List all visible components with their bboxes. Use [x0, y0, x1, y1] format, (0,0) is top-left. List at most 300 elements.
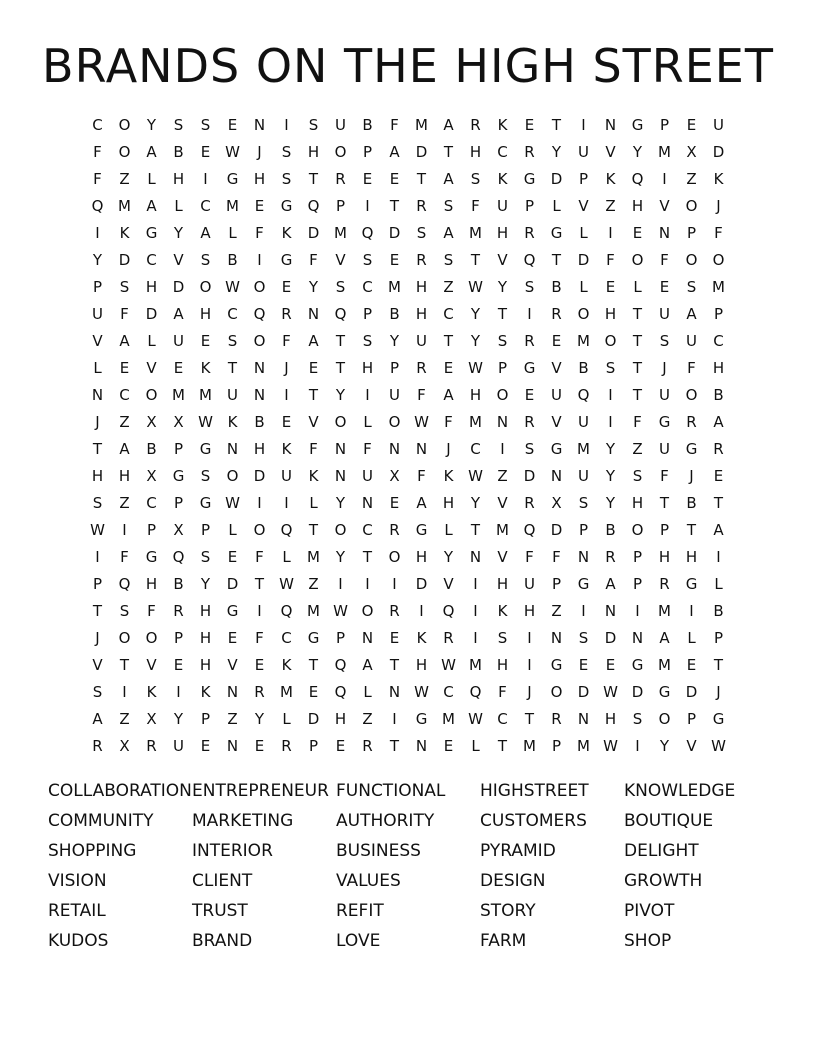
- grid-cell[interactable]: C: [497, 710, 508, 728]
- grid-cell[interactable]: F: [390, 116, 399, 134]
- grid-cell[interactable]: T: [659, 494, 670, 512]
- grid-cell[interactable]: I: [365, 386, 370, 404]
- grid-cell[interactable]: E: [254, 656, 265, 674]
- grid-cell[interactable]: G: [550, 224, 563, 242]
- grid-cell[interactable]: S: [605, 359, 616, 377]
- grid-cell[interactable]: N: [388, 683, 401, 701]
- grid-cell[interactable]: X: [173, 521, 184, 539]
- grid-cell[interactable]: I: [203, 170, 208, 188]
- grid-cell[interactable]: H: [442, 494, 455, 512]
- grid-cell[interactable]: V: [551, 413, 562, 431]
- grid-cell[interactable]: Q: [253, 305, 266, 323]
- grid-cell[interactable]: B: [551, 278, 562, 296]
- grid-cell[interactable]: T: [551, 116, 562, 134]
- grid-cell[interactable]: D: [307, 224, 320, 242]
- letter-grid[interactable]: [84, 112, 732, 760]
- grid-cell[interactable]: H: [469, 386, 482, 404]
- grid-cell[interactable]: P: [173, 440, 184, 458]
- grid-cell[interactable]: C: [362, 521, 373, 539]
- grid-cell[interactable]: H: [469, 143, 482, 161]
- grid-cell[interactable]: W: [225, 278, 240, 296]
- grid-cell[interactable]: Y: [335, 494, 346, 512]
- grid-cell[interactable]: N: [496, 413, 509, 431]
- grid-cell[interactable]: A: [443, 224, 454, 242]
- grid-cell[interactable]: N: [334, 467, 347, 485]
- grid-cell[interactable]: G: [658, 413, 671, 431]
- grid-cell[interactable]: M: [307, 548, 320, 566]
- grid-cell[interactable]: S: [416, 224, 427, 242]
- grid-cell[interactable]: P: [497, 359, 508, 377]
- grid-cell[interactable]: P: [362, 305, 373, 323]
- grid-cell[interactable]: F: [606, 251, 615, 269]
- grid-cell[interactable]: U: [659, 440, 670, 458]
- grid-cell[interactable]: W: [711, 737, 726, 755]
- grid-cell[interactable]: N: [307, 305, 320, 323]
- grid-cell[interactable]: M: [226, 197, 239, 215]
- grid-cell[interactable]: F: [363, 440, 372, 458]
- grid-cell[interactable]: H: [415, 278, 428, 296]
- grid-cell[interactable]: E: [686, 656, 697, 674]
- grid-cell[interactable]: E: [335, 737, 346, 755]
- grid-cell[interactable]: M: [577, 440, 590, 458]
- grid-cell[interactable]: F: [255, 629, 264, 647]
- grid-cell[interactable]: E: [281, 278, 292, 296]
- grid-cell[interactable]: W: [603, 683, 618, 701]
- grid-cell[interactable]: O: [118, 116, 131, 134]
- grid-cell[interactable]: C: [281, 629, 292, 647]
- grid-cell[interactable]: O: [388, 413, 401, 431]
- grid-cell[interactable]: B: [362, 116, 373, 134]
- grid-cell[interactable]: S: [470, 170, 481, 188]
- grid-cell[interactable]: E: [551, 332, 562, 350]
- grid-cell[interactable]: O: [631, 521, 644, 539]
- grid-cell[interactable]: A: [605, 575, 616, 593]
- grid-cell[interactable]: V: [227, 656, 238, 674]
- grid-cell[interactable]: T: [497, 737, 508, 755]
- grid-cell[interactable]: E: [605, 278, 616, 296]
- grid-cell[interactable]: D: [415, 143, 428, 161]
- grid-cell[interactable]: Z: [119, 494, 130, 512]
- grid-cell[interactable]: B: [227, 251, 238, 269]
- grid-cell[interactable]: L: [363, 413, 372, 431]
- grid-cell[interactable]: R: [92, 737, 103, 755]
- grid-cell[interactable]: W: [225, 494, 240, 512]
- grid-cell[interactable]: Q: [577, 386, 590, 404]
- grid-cell[interactable]: Q: [118, 575, 131, 593]
- grid-cell[interactable]: S: [119, 602, 130, 620]
- grid-cell[interactable]: T: [335, 332, 346, 350]
- grid-cell[interactable]: N: [91, 386, 104, 404]
- grid-cell[interactable]: R: [416, 197, 427, 215]
- grid-cell[interactable]: W: [468, 710, 483, 728]
- grid-cell[interactable]: O: [550, 683, 563, 701]
- grid-cell[interactable]: P: [92, 278, 103, 296]
- grid-cell[interactable]: V: [497, 548, 508, 566]
- grid-cell[interactable]: W: [90, 521, 105, 539]
- grid-cell[interactable]: L: [552, 197, 561, 215]
- grid-cell[interactable]: U: [362, 467, 373, 485]
- grid-cell[interactable]: S: [578, 494, 589, 512]
- grid-cell[interactable]: T: [470, 251, 481, 269]
- grid-cell[interactable]: R: [362, 737, 373, 755]
- grid-cell[interactable]: U: [578, 467, 589, 485]
- grid-cell[interactable]: R: [551, 305, 562, 323]
- grid-cell[interactable]: J: [95, 629, 100, 647]
- grid-cell[interactable]: T: [686, 521, 697, 539]
- grid-cell[interactable]: R: [416, 251, 427, 269]
- grid-cell[interactable]: V: [551, 359, 562, 377]
- grid-cell[interactable]: Y: [389, 332, 400, 350]
- grid-cell[interactable]: D: [253, 467, 266, 485]
- grid-cell[interactable]: H: [604, 710, 617, 728]
- grid-cell[interactable]: Y: [605, 494, 616, 512]
- grid-cell[interactable]: H: [415, 548, 428, 566]
- grid-cell[interactable]: O: [334, 413, 347, 431]
- grid-cell[interactable]: P: [173, 629, 184, 647]
- grid-cell[interactable]: O: [253, 521, 266, 539]
- grid-cell[interactable]: S: [497, 629, 508, 647]
- grid-cell[interactable]: Y: [632, 143, 643, 161]
- grid-cell[interactable]: F: [552, 548, 561, 566]
- grid-cell[interactable]: Q: [280, 602, 293, 620]
- grid-cell[interactable]: D: [415, 575, 428, 593]
- grid-cell[interactable]: N: [226, 683, 239, 701]
- grid-cell[interactable]: I: [95, 548, 100, 566]
- grid-cell[interactable]: H: [307, 143, 320, 161]
- grid-cell[interactable]: Q: [334, 683, 347, 701]
- grid-cell[interactable]: G: [712, 710, 725, 728]
- grid-cell[interactable]: L: [579, 224, 588, 242]
- grid-cell[interactable]: N: [388, 440, 401, 458]
- grid-cell[interactable]: L: [687, 629, 696, 647]
- grid-cell[interactable]: E: [632, 224, 643, 242]
- grid-cell[interactable]: W: [468, 278, 483, 296]
- grid-cell[interactable]: J: [446, 440, 451, 458]
- grid-cell[interactable]: N: [226, 440, 239, 458]
- grid-cell[interactable]: A: [200, 224, 211, 242]
- grid-cell[interactable]: E: [659, 278, 670, 296]
- grid-cell[interactable]: S: [686, 278, 697, 296]
- grid-cell[interactable]: V: [308, 413, 319, 431]
- grid-cell[interactable]: T: [227, 359, 238, 377]
- grid-cell[interactable]: N: [253, 386, 266, 404]
- grid-cell[interactable]: F: [687, 359, 696, 377]
- grid-cell[interactable]: H: [334, 710, 347, 728]
- grid-cell[interactable]: L: [714, 575, 723, 593]
- grid-cell[interactable]: H: [199, 305, 212, 323]
- grid-cell[interactable]: H: [496, 575, 509, 593]
- grid-cell[interactable]: W: [441, 656, 456, 674]
- grid-cell[interactable]: Y: [659, 737, 670, 755]
- grid-cell[interactable]: H: [496, 224, 509, 242]
- grid-cell[interactable]: I: [392, 710, 397, 728]
- grid-cell[interactable]: A: [362, 656, 373, 674]
- grid-cell[interactable]: V: [443, 575, 454, 593]
- grid-cell[interactable]: I: [527, 305, 532, 323]
- grid-cell[interactable]: Y: [146, 116, 157, 134]
- grid-cell[interactable]: I: [500, 440, 505, 458]
- grid-cell[interactable]: N: [361, 494, 374, 512]
- grid-cell[interactable]: Y: [497, 278, 508, 296]
- grid-cell[interactable]: G: [145, 224, 158, 242]
- grid-cell[interactable]: W: [279, 575, 294, 593]
- grid-cell[interactable]: A: [686, 305, 697, 323]
- grid-cell[interactable]: C: [200, 197, 211, 215]
- grid-cell[interactable]: F: [714, 224, 723, 242]
- grid-cell[interactable]: I: [608, 386, 613, 404]
- grid-cell[interactable]: B: [578, 359, 589, 377]
- grid-cell[interactable]: V: [497, 251, 508, 269]
- grid-cell[interactable]: P: [659, 116, 670, 134]
- grid-cell[interactable]: E: [227, 116, 238, 134]
- grid-cell[interactable]: P: [551, 575, 562, 593]
- grid-cell[interactable]: U: [659, 305, 670, 323]
- grid-cell[interactable]: T: [632, 359, 643, 377]
- grid-cell[interactable]: Y: [605, 467, 616, 485]
- grid-cell[interactable]: M: [577, 737, 590, 755]
- grid-cell[interactable]: M: [658, 656, 671, 674]
- grid-cell[interactable]: M: [577, 332, 590, 350]
- grid-cell[interactable]: E: [686, 116, 697, 134]
- grid-cell[interactable]: A: [416, 494, 427, 512]
- grid-cell[interactable]: E: [578, 656, 589, 674]
- grid-cell[interactable]: Q: [469, 683, 482, 701]
- grid-cell[interactable]: S: [281, 143, 292, 161]
- grid-cell[interactable]: A: [389, 143, 400, 161]
- grid-cell[interactable]: N: [604, 602, 617, 620]
- grid-cell[interactable]: R: [524, 224, 535, 242]
- grid-cell[interactable]: P: [686, 710, 697, 728]
- grid-cell[interactable]: M: [469, 656, 482, 674]
- grid-cell[interactable]: Z: [119, 710, 130, 728]
- grid-cell[interactable]: R: [389, 521, 400, 539]
- grid-cell[interactable]: D: [145, 305, 158, 323]
- grid-cell[interactable]: Z: [362, 710, 373, 728]
- grid-cell[interactable]: O: [361, 602, 374, 620]
- grid-cell[interactable]: H: [199, 629, 212, 647]
- grid-cell[interactable]: K: [308, 467, 319, 485]
- grid-cell[interactable]: P: [578, 170, 589, 188]
- grid-cell[interactable]: S: [443, 251, 454, 269]
- grid-cell[interactable]: E: [173, 656, 184, 674]
- grid-cell[interactable]: K: [281, 656, 292, 674]
- grid-cell[interactable]: F: [255, 224, 264, 242]
- grid-cell[interactable]: G: [415, 710, 428, 728]
- grid-cell[interactable]: K: [497, 170, 508, 188]
- grid-cell[interactable]: X: [551, 494, 562, 512]
- grid-cell[interactable]: U: [281, 467, 292, 485]
- grid-cell[interactable]: I: [257, 494, 262, 512]
- grid-cell[interactable]: E: [524, 116, 535, 134]
- grid-cell[interactable]: C: [470, 440, 481, 458]
- grid-cell[interactable]: Y: [308, 278, 319, 296]
- grid-cell[interactable]: A: [443, 386, 454, 404]
- grid-cell[interactable]: Z: [308, 575, 319, 593]
- grid-cell[interactable]: R: [524, 413, 535, 431]
- grid-cell[interactable]: A: [119, 332, 130, 350]
- grid-cell[interactable]: L: [228, 521, 237, 539]
- grid-cell[interactable]: H: [658, 548, 671, 566]
- grid-cell[interactable]: G: [577, 575, 590, 593]
- grid-cell[interactable]: R: [686, 413, 697, 431]
- grid-cell[interactable]: X: [146, 710, 157, 728]
- grid-cell[interactable]: I: [473, 629, 478, 647]
- grid-cell[interactable]: F: [444, 413, 453, 431]
- grid-cell[interactable]: H: [712, 359, 725, 377]
- grid-cell[interactable]: F: [525, 548, 534, 566]
- grid-cell[interactable]: T: [416, 170, 427, 188]
- grid-cell[interactable]: O: [685, 251, 698, 269]
- grid-cell[interactable]: F: [282, 332, 291, 350]
- grid-cell[interactable]: M: [280, 683, 293, 701]
- grid-cell[interactable]: A: [713, 521, 724, 539]
- grid-cell[interactable]: S: [524, 278, 535, 296]
- grid-cell[interactable]: Y: [443, 548, 454, 566]
- grid-cell[interactable]: P: [200, 710, 211, 728]
- grid-cell[interactable]: S: [281, 170, 292, 188]
- grid-cell[interactable]: F: [660, 251, 669, 269]
- grid-cell[interactable]: I: [257, 602, 262, 620]
- grid-cell[interactable]: O: [199, 278, 212, 296]
- grid-cell[interactable]: G: [172, 467, 185, 485]
- grid-cell[interactable]: A: [119, 440, 130, 458]
- grid-cell[interactable]: E: [389, 629, 400, 647]
- grid-cell[interactable]: A: [443, 170, 454, 188]
- grid-cell[interactable]: Q: [91, 197, 104, 215]
- grid-cell[interactable]: I: [635, 602, 640, 620]
- grid-cell[interactable]: G: [658, 683, 671, 701]
- grid-cell[interactable]: R: [524, 143, 535, 161]
- grid-cell[interactable]: F: [147, 602, 156, 620]
- grid-cell[interactable]: I: [689, 602, 694, 620]
- grid-cell[interactable]: P: [335, 629, 346, 647]
- grid-cell[interactable]: M: [199, 386, 212, 404]
- grid-cell[interactable]: I: [527, 656, 532, 674]
- grid-cell[interactable]: B: [389, 305, 400, 323]
- grid-cell[interactable]: N: [550, 629, 563, 647]
- grid-cell[interactable]: T: [308, 521, 319, 539]
- grid-cell[interactable]: Q: [631, 170, 644, 188]
- grid-cell[interactable]: N: [604, 116, 617, 134]
- grid-cell[interactable]: E: [362, 170, 373, 188]
- grid-cell[interactable]: R: [605, 548, 616, 566]
- grid-cell[interactable]: I: [608, 413, 613, 431]
- grid-cell[interactable]: H: [145, 575, 158, 593]
- grid-cell[interactable]: Y: [470, 305, 481, 323]
- grid-cell[interactable]: G: [307, 629, 320, 647]
- grid-cell[interactable]: F: [309, 251, 318, 269]
- grid-cell[interactable]: R: [281, 737, 292, 755]
- grid-cell[interactable]: I: [419, 602, 424, 620]
- grid-cell[interactable]: J: [257, 143, 262, 161]
- grid-cell[interactable]: H: [253, 440, 266, 458]
- grid-cell[interactable]: I: [284, 386, 289, 404]
- grid-cell[interactable]: H: [496, 656, 509, 674]
- grid-cell[interactable]: X: [146, 413, 157, 431]
- grid-cell[interactable]: A: [308, 332, 319, 350]
- grid-cell[interactable]: T: [632, 332, 643, 350]
- grid-cell[interactable]: B: [146, 440, 157, 458]
- grid-cell[interactable]: R: [713, 440, 724, 458]
- grid-cell[interactable]: C: [119, 386, 130, 404]
- grid-cell[interactable]: H: [199, 602, 212, 620]
- grid-cell[interactable]: K: [713, 170, 724, 188]
- grid-cell[interactable]: V: [173, 251, 184, 269]
- grid-cell[interactable]: P: [362, 143, 373, 161]
- grid-cell[interactable]: V: [605, 143, 616, 161]
- grid-cell[interactable]: I: [284, 494, 289, 512]
- grid-cell[interactable]: L: [444, 521, 453, 539]
- grid-cell[interactable]: S: [200, 251, 211, 269]
- grid-cell[interactable]: R: [335, 170, 346, 188]
- grid-cell[interactable]: U: [524, 575, 535, 593]
- grid-cell[interactable]: D: [307, 710, 320, 728]
- grid-cell[interactable]: N: [631, 629, 644, 647]
- grid-cell[interactable]: H: [685, 548, 698, 566]
- grid-cell[interactable]: L: [633, 278, 642, 296]
- grid-cell[interactable]: E: [524, 386, 535, 404]
- grid-cell[interactable]: E: [308, 359, 319, 377]
- grid-cell[interactable]: S: [119, 278, 130, 296]
- grid-cell[interactable]: I: [338, 575, 343, 593]
- grid-cell[interactable]: Y: [92, 251, 103, 269]
- grid-cell[interactable]: X: [686, 143, 697, 161]
- grid-cell[interactable]: H: [199, 656, 212, 674]
- grid-cell[interactable]: E: [200, 737, 211, 755]
- grid-cell[interactable]: M: [658, 602, 671, 620]
- grid-cell[interactable]: I: [635, 737, 640, 755]
- grid-cell[interactable]: Q: [334, 305, 347, 323]
- grid-cell[interactable]: Q: [307, 197, 320, 215]
- grid-cell[interactable]: Y: [470, 332, 481, 350]
- grid-cell[interactable]: C: [146, 494, 157, 512]
- grid-cell[interactable]: N: [658, 224, 671, 242]
- grid-cell[interactable]: U: [92, 305, 103, 323]
- grid-cell[interactable]: T: [443, 332, 454, 350]
- grid-cell[interactable]: G: [145, 548, 158, 566]
- grid-cell[interactable]: P: [686, 224, 697, 242]
- grid-cell[interactable]: T: [389, 656, 400, 674]
- grid-cell[interactable]: P: [146, 521, 157, 539]
- grid-cell[interactable]: X: [173, 413, 184, 431]
- grid-cell[interactable]: R: [173, 602, 184, 620]
- grid-cell[interactable]: M: [523, 737, 536, 755]
- grid-cell[interactable]: E: [308, 683, 319, 701]
- grid-cell[interactable]: Y: [173, 224, 184, 242]
- grid-cell[interactable]: S: [362, 251, 373, 269]
- grid-cell[interactable]: O: [604, 332, 617, 350]
- grid-cell[interactable]: N: [577, 710, 590, 728]
- grid-cell[interactable]: P: [308, 737, 319, 755]
- grid-cell[interactable]: G: [631, 656, 644, 674]
- grid-cell[interactable]: I: [527, 629, 532, 647]
- grid-cell[interactable]: W: [414, 413, 429, 431]
- grid-cell[interactable]: A: [443, 116, 454, 134]
- grid-cell[interactable]: T: [632, 305, 643, 323]
- grid-cell[interactable]: I: [122, 683, 127, 701]
- grid-cell[interactable]: R: [416, 359, 427, 377]
- grid-cell[interactable]: I: [581, 602, 586, 620]
- grid-cell[interactable]: F: [309, 440, 318, 458]
- grid-cell[interactable]: M: [334, 224, 347, 242]
- grid-cell[interactable]: H: [631, 494, 644, 512]
- grid-cell[interactable]: K: [443, 467, 454, 485]
- grid-cell[interactable]: N: [361, 629, 374, 647]
- grid-cell[interactable]: S: [200, 116, 211, 134]
- grid-cell[interactable]: K: [281, 440, 292, 458]
- grid-cell[interactable]: A: [146, 197, 157, 215]
- grid-cell[interactable]: Y: [335, 386, 346, 404]
